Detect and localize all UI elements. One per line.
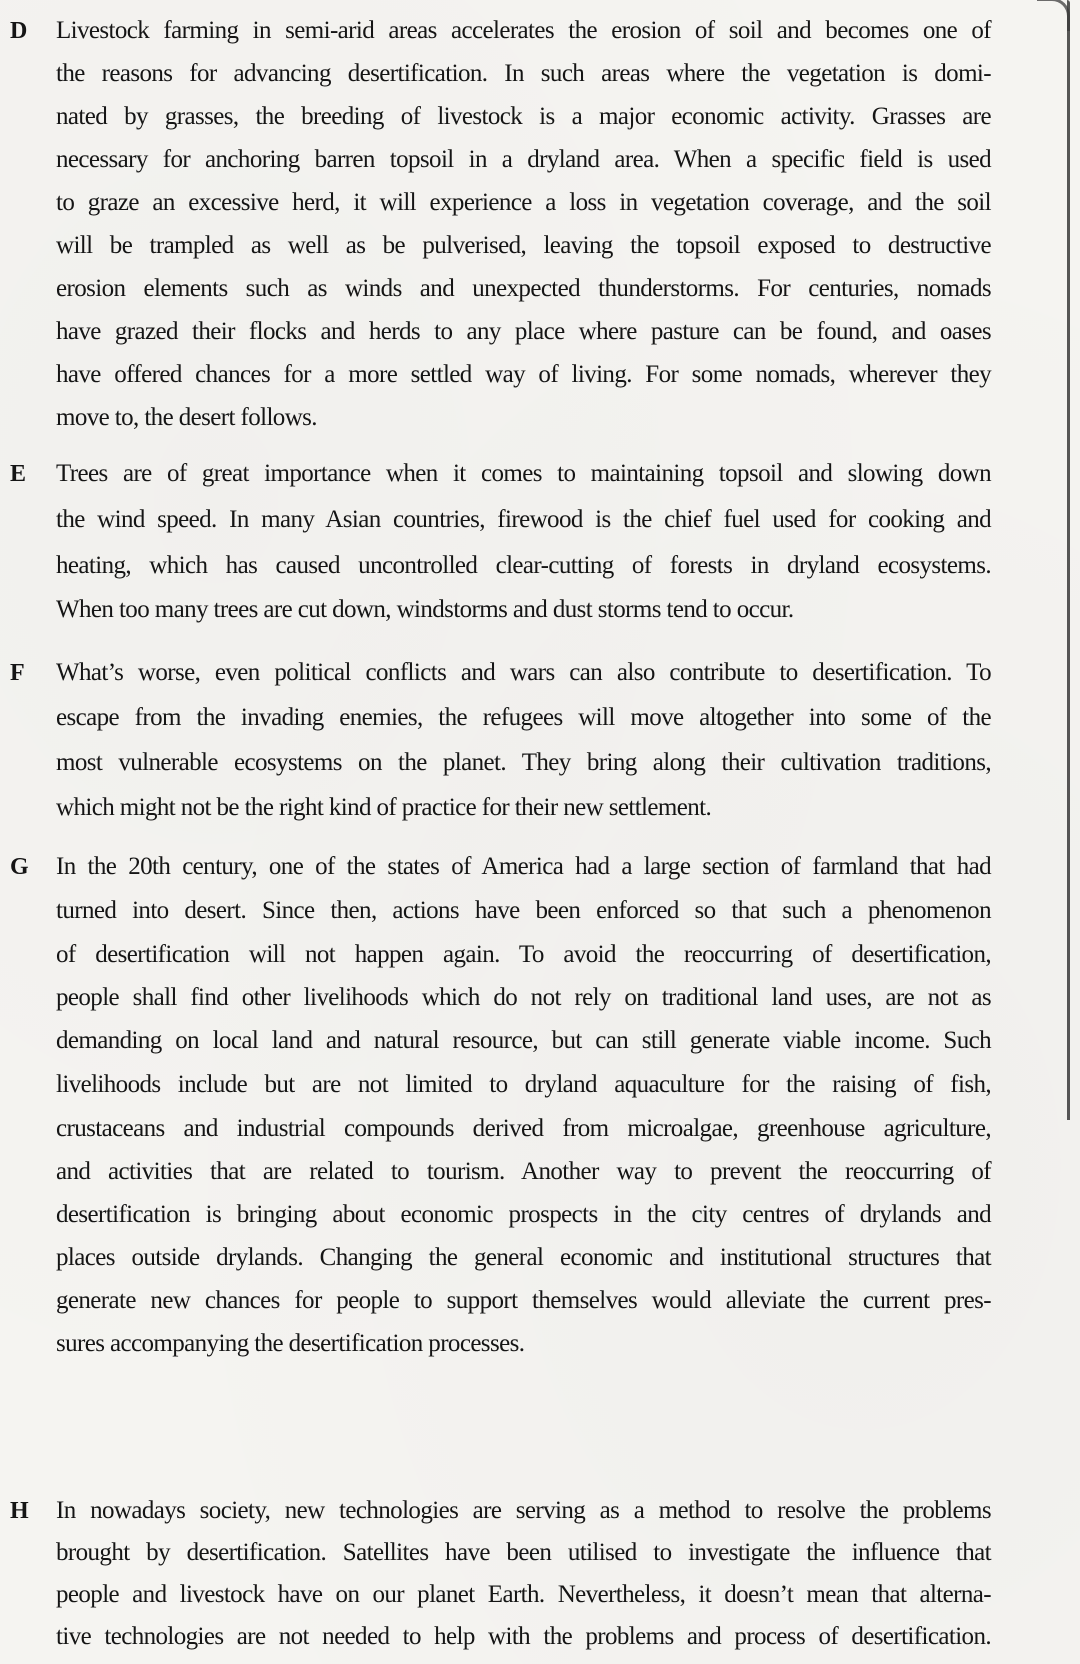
text-line: erosion elements such as winds and unexpected thunderstorms. For centuries, nomads	[56, 275, 991, 302]
text-line: move to, the desert follows.	[56, 404, 317, 431]
paragraph-label: D	[10, 18, 28, 44]
text-line: people and livestock have on our planet Earth. Nevertheless, it doesn’t mean that alterna-	[56, 1581, 991, 1608]
text-line: livelihoods include but are not limited to dryland aquaculture for the raising of fish,	[56, 1071, 991, 1098]
text-line: the reasons for advancing desertification. In such areas where the vegetation is domi-	[56, 60, 991, 87]
text-line: demanding on local land and natural resource, but can still generate viable income. Such	[56, 1027, 991, 1054]
text-line: people shall find other livelihoods which do not rely on traditional land uses, are not as	[56, 984, 991, 1011]
text-line: desertification is bringing about economic prospects in the city centres of drylands and	[56, 1201, 991, 1228]
paragraph-label: G	[10, 854, 29, 880]
text-line: places outside drylands. Changing the general economic and institutional structures that	[56, 1244, 991, 1271]
text-line: which might not be the right kind of practice for their new settlement.	[56, 794, 712, 821]
page-edge-border	[1067, 0, 1070, 1120]
text-line: will be trampled as well as be pulverised, leaving the topsoil exposed to destructive	[56, 232, 991, 259]
text-line: turned into desert. Since then, actions have been enforced so that such a phenomenon	[56, 897, 991, 924]
text-line: crustaceans and industrial compounds derived from microalgae, greenhouse agriculture,	[56, 1115, 991, 1142]
text-line: What’s worse, even political conflicts and wars can also contribute to desertification. To	[56, 659, 991, 686]
text-line: brought by desertification. Satellites have been utilised to investigate the influence that	[56, 1539, 991, 1566]
text-line: have offered chances for a more settled way of living. For some nomads, wherever they	[56, 361, 991, 388]
text-line: When too many trees are cut down, windstorms and dust storms tend to occur.	[56, 596, 794, 623]
text-line: necessary for anchoring barren topsoil in a dryland area. When a specific field is used	[56, 146, 991, 173]
text-line: most vulnerable ecosystems on the planet. They bring along their cultivation traditions,	[56, 749, 991, 776]
text-line: Livestock farming in semi-arid areas accelerates the erosion of soil and becomes one of	[56, 17, 991, 44]
paragraph-label: F	[10, 660, 25, 686]
paragraph-label: E	[10, 461, 27, 487]
text-line: nated by grasses, the breeding of livestock is a major economic activity. Grasses are	[56, 103, 991, 130]
text-line: have grazed their flocks and herds to any place where pasture can be found, and oases	[56, 318, 991, 345]
text-line: In the 20th century, one of the states of America had a large section of farmland that had	[56, 853, 991, 880]
page-edge-corner	[1037, 0, 1070, 31]
text-line: sures accompanying the desertification processes.	[56, 1330, 525, 1357]
text-line: heating, which has caused uncontrolled clear-cutting of forests in dryland ecosystems.	[56, 552, 991, 579]
text-line: escape from the invading enemies, the refugees will move altogether into some of the	[56, 704, 991, 731]
text-line: to graze an excessive herd, it will experience a loss in vegetation coverage, and the soil	[56, 189, 991, 216]
text-line: generate new chances for people to support themselves would alleviate the current pres-	[56, 1287, 991, 1314]
text-line: In nowadays society, new technologies are serving as a method to resolve the problems	[56, 1497, 991, 1524]
text-line: of desertification will not happen again. To avoid the reoccurring of desertification,	[56, 941, 991, 968]
text-line: Trees are of great importance when it comes to maintaining topsoil and slowing down	[56, 460, 991, 487]
text-line: the wind speed. In many Asian countries, firewood is the chief fuel used for cooking and	[56, 506, 991, 533]
text-line: tive technologies are not needed to help with the problems and process of desertification.	[56, 1623, 991, 1650]
paragraph-label: H	[10, 1498, 29, 1524]
text-line: and activities that are related to tourism. Another way to prevent the reoccurring of	[56, 1158, 991, 1185]
